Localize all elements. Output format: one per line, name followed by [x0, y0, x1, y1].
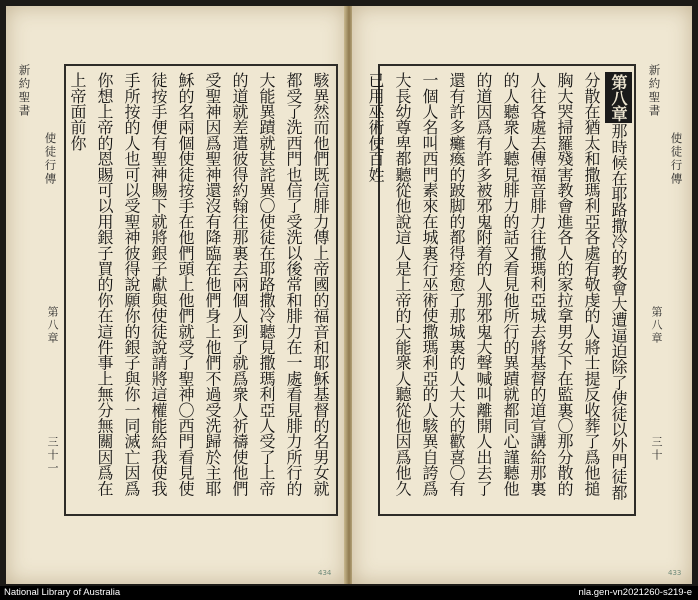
right-section-title: 使徒行傳 — [669, 132, 684, 186]
left-section-title: 使徒行傳 — [43, 132, 58, 186]
left-page — [6, 6, 346, 584]
right-folio: 三十 — [650, 436, 663, 462]
library-credit: National Library of Australia — [4, 587, 121, 598]
left-book-title: 新約聖書 — [17, 64, 32, 118]
right-book-title: 新約聖書 — [647, 64, 662, 118]
left-chapter-label: 第八章 — [46, 306, 59, 345]
left-text-frame — [64, 64, 338, 516]
left-body-text: 駭異然而他們既信腓力傳上帝國的福音和耶穌基督的名男女就都受了洗西門也信了受洗以後常和腓力在一處看見腓力所行的大能異蹟就甚詫異〇使徒在耶路撒冷聽見撒瑪利亞人受了上帝的道就差遣彼得約翰往那裏去兩個人到了就爲衆人祈禱使他們受聖神因爲聖神還沒有降臨在他們身上他們不過受洗歸於主耶穌的名兩個使徒按手在他們頭上他們就受了聖神〇西門看見使徒按手便有聖神賜下就將銀子獻與使徒說請將這權能給我使我手所按的人也可以受聖神彼得說願你的銀子與你一同滅亡因爲你想上帝的恩賜可以用銀子買的你在這件事上無分無關因爲在上帝面前你 — [68, 72, 330, 496]
right-page — [352, 6, 692, 584]
image-identifier: nla.gen-vn2021260-s219-e — [578, 587, 692, 598]
right-text-frame — [366, 64, 636, 516]
left-folio: 三十一 — [46, 436, 59, 475]
right-body-text — [366, 66, 634, 514]
right-pencil-mark: 433 — [668, 569, 682, 577]
chapter-heading: 第八章 — [605, 72, 632, 123]
left-pencil-mark: 434 — [318, 569, 332, 577]
footer-bar — [0, 586, 698, 600]
right-chapter-label: 第八章 — [650, 306, 663, 345]
right-body-text-content: 那時候在耶路撒冷的教會大遭逼迫除了使徒以外門徒都分散在猶太和撒瑪利亞各處有敬虔的人將士提反收葬了爲他搥胸大哭掃羅殘害教會進各人的家拉拿男女下在監裏〇那分散的人往各處去傳福音腓力往撒瑪利亞城去將基督的道宣講給那裏的人聽衆人聽見腓力的話又看見他所行的異蹟就都同心謹聽他的道因爲有許多被邪鬼附着的人那邪鬼大聲喊叫離開人出去了還有許多癱瘓的跛脚的都得痊愈了那城裏的人大大的歡喜〇有一個人名叫西門素來在城裏行巫術使撒瑪利亞的人駭異自誇爲大長幼尊卑都聽從他說這人是上帝的大能衆人聽從他因爲他久已用巫術使百姓 — [366, 72, 628, 500]
